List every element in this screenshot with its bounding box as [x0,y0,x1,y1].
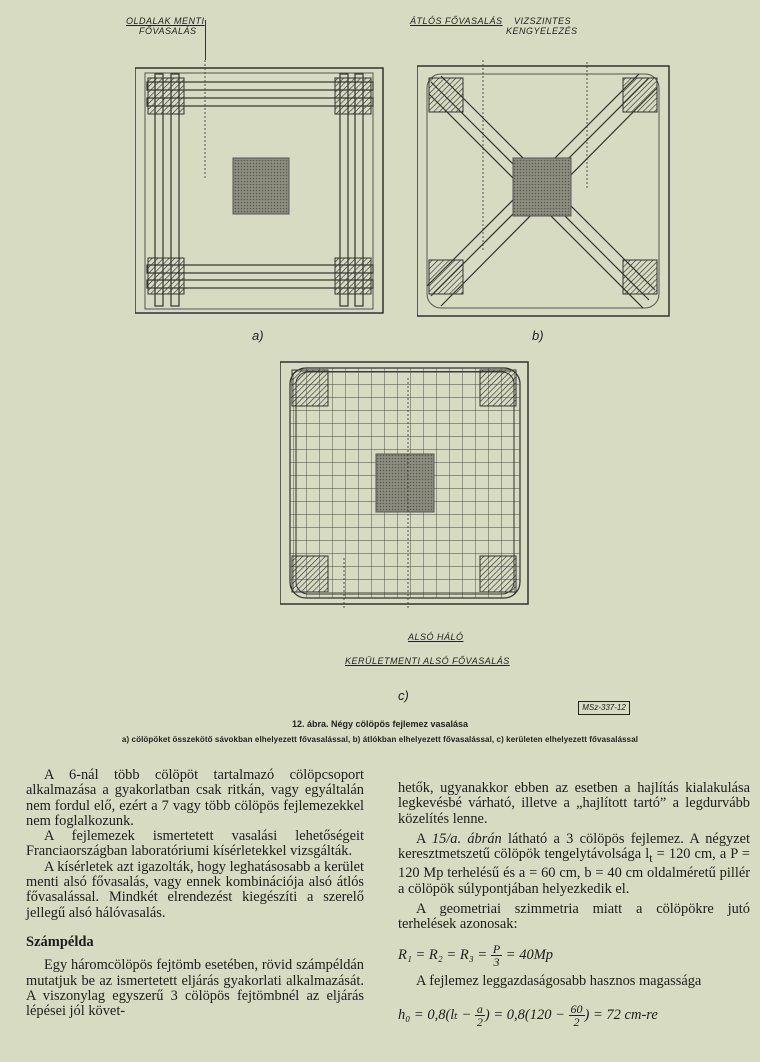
label-oldalak-menti: OLDALAK MENTI [126,16,205,26]
right-paragraph-3: A geometriai szimmetria miatt a cölöpökre jutó terhelések azonosak: [398,900,750,933]
figure-caption-title: 12. ábra. Négy cölöpös fejlemez vasalása [291,719,469,729]
equation-reactions: R₁ = R₂ = R₃ = $\frac{P}{3}$ = 40Mp [398,941,554,969]
section-heading: Számpélda [26,933,94,950]
right-column [398,781,750,1034]
left-paragraph-1: A 6-nál több cölöpöt tartalmazó cölöpcsoport alkalmazása a gyakorlatban csak ritkán, vagy egyáltalán nem fordul elő, ezért a 7 vagy több cölöpös fejlemezekkel nem foglalkozunk. [26,767,364,829]
right-paragraph-1: hetők, ugyanakkor ebben az esetben a hajlítás kialakulása legkevésbé várható, illetve a „hajlított tartó” a legdurvább közelítés lenne. [398,780,750,827]
label-atlos-fovasalas: ÁTLÓS FŐVASALÁS [410,16,503,26]
label-keruletmenti: KERÜLETMENTI ALSÓ FŐVASALÁS [345,656,510,666]
left-paragraph-2: A fejlemezek ismertetett vasalási lehetőségeit Franciaországban laboratóriumi kísérletekkel vizsgálták. [26,828,364,860]
sublabel-b: b) [532,328,544,343]
figure-a-drawing [135,60,385,320]
figure-c-drawing [280,358,530,608]
figure-b-drawing [417,60,672,320]
label-fovasalas-a: FŐVASALÁS [139,26,197,36]
equation-height: h₀ = 0,8(lₜ − $\frac{a}{2}$ ) = 0,8(120 − $\frac{60}{2}$ ) = 72 cm-re [398,1001,658,1029]
label-vizszintes: VIZSZINTES [514,16,572,26]
right-paragraph-4: A fejlemez leggazdaságosabb hasznos magassága [416,972,702,989]
figure-reference: 15/a. ábrán [431,830,502,847]
figure-code: MSz-337-12 [578,701,630,715]
right-paragraph-2: A 15/a. ábrán látható a 3 cölöpös fejlemez. A négyzet keresztmetszetű cölöpök tengelytávolsága $l_t = 120$ cm, a P = 120 Mp terhelésű és a = 60 cm, b = 40 cm oldalméretű pillér a cölöpök súlypontjában helyezkedik el. [398,830,750,897]
left-column [26,768,364,1019]
sublabel-a: a) [252,328,264,343]
label-also-halo: ALSÓ HÁLÓ [408,632,464,642]
sublabel-c: c) [398,688,409,703]
left-paragraph-4: Egy háromcölöpös fejtömb esetében, rövid számpéldán mutatjuk be az ismertetett eljárás gyakorlati alkalmazását. A viszonylag egyszerű 3 cölöpös fejtömbnél az eljárás lépései jól követ- [26,957,364,1020]
left-paragraph-3: A kísérletek azt igazolták, hogy leghatásosabb a kerület menti alsó fővasalás, vagy ennek kombinációja alsó átlós fővasalással. Mindkét elrendezést kiegészíti a szerelő jellegű alsó hálóvasalás. [26,858,364,921]
label-kengyelezes: KENGYELEZÉS [506,26,578,36]
figure-caption-subtitle: a) cölöpöket összekötő sávokban elhelyezett fővasalással, b) átlókban elhelyezett fővasalással, c) kerületen elhelyezett fővasalással [121,735,639,744]
